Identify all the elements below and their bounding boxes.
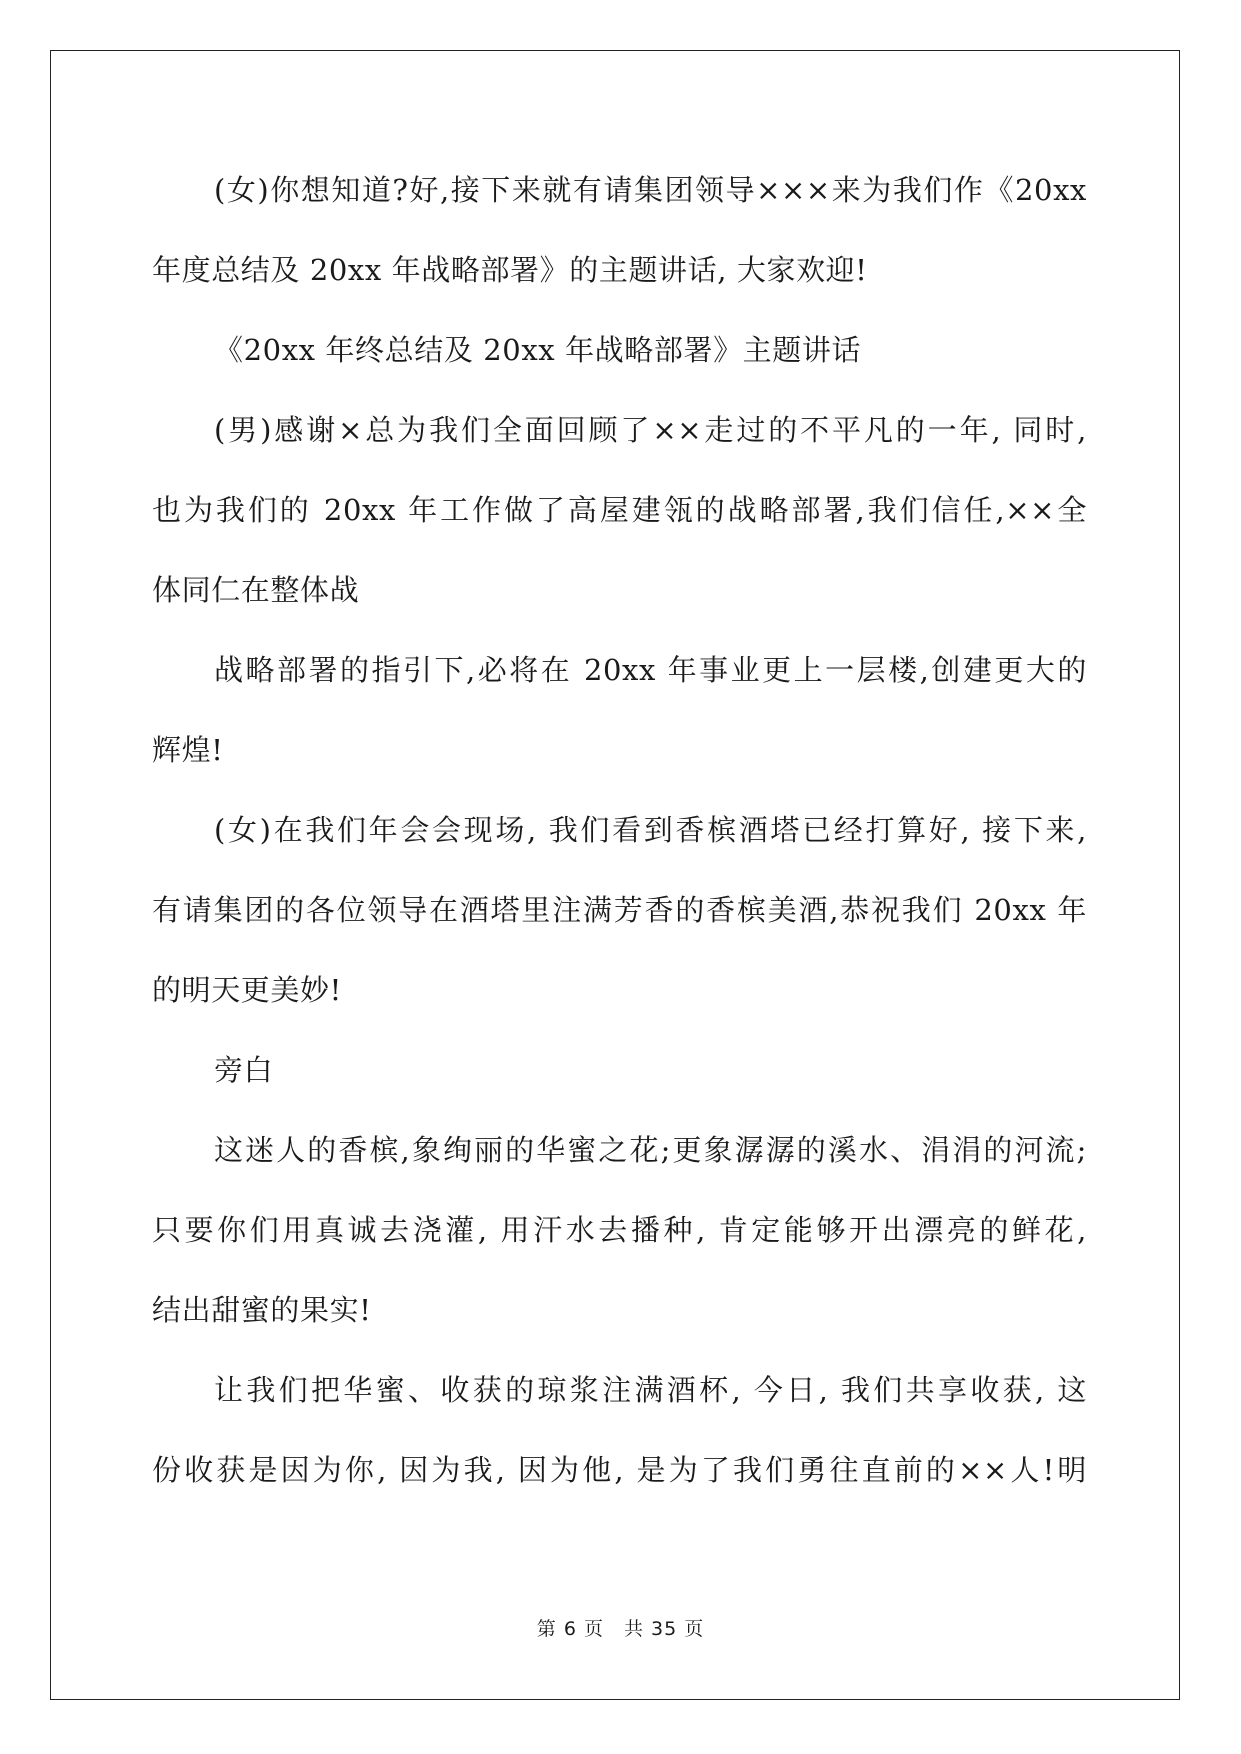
text-line: (女)你想知道?好,接下来就有请集团领导×××来为我们作《20xx	[214, 173, 1087, 207]
text-line: 战略部署的指引下,必将在 20xx 年事业更上一层楼,创建更大的	[214, 653, 1087, 687]
text-line: (女)在我们年会会现场, 我们看到香槟酒塔已经打算好, 接下来,	[214, 813, 1087, 847]
text-line: 让我们把华蜜、收获的琼浆注满酒杯, 今日, 我们共享收获, 这	[214, 1373, 1087, 1407]
page-number-footer: 第 6 页 共 35 页	[536, 1618, 705, 1640]
text-line: (男)感谢×总为我们全面回顾了××走过的不平凡的一年, 同时,	[214, 413, 1087, 447]
text-line: 份收获是因为你, 因为我, 因为他, 是为了我们勇往直前的××人!明	[152, 1453, 1087, 1487]
text-line: 辉煌!	[152, 733, 224, 767]
text-line: 有请集团的各位领导在酒塔里注满芳香的香槟美酒,恭祝我们 20xx 年	[152, 893, 1087, 927]
text-line: 结出甜蜜的果实!	[152, 1293, 372, 1327]
text-line: 体同仁在整体战	[152, 573, 360, 607]
text-line: 这迷人的香槟,象绚丽的华蜜之花;更象潺潺的溪水、涓涓的河流;	[214, 1133, 1087, 1167]
text-line: 只要你们用真诚去浇灌, 用汗水去播种, 肯定能够开出漂亮的鲜花,	[152, 1213, 1087, 1247]
text-line: 的明天更美妙!	[152, 973, 342, 1007]
text-line: 也为我们的 20xx 年工作做了高屋建瓴的战略部署,我们信任,××全	[152, 493, 1087, 527]
text-line: 年度总结及 20xx 年战略部署》的主题讲话, 大家欢迎!	[152, 253, 868, 287]
text-line: 旁白	[214, 1053, 274, 1087]
text-line: 《20xx 年终总结及 20xx 年战略部署》主题讲话	[214, 333, 862, 367]
